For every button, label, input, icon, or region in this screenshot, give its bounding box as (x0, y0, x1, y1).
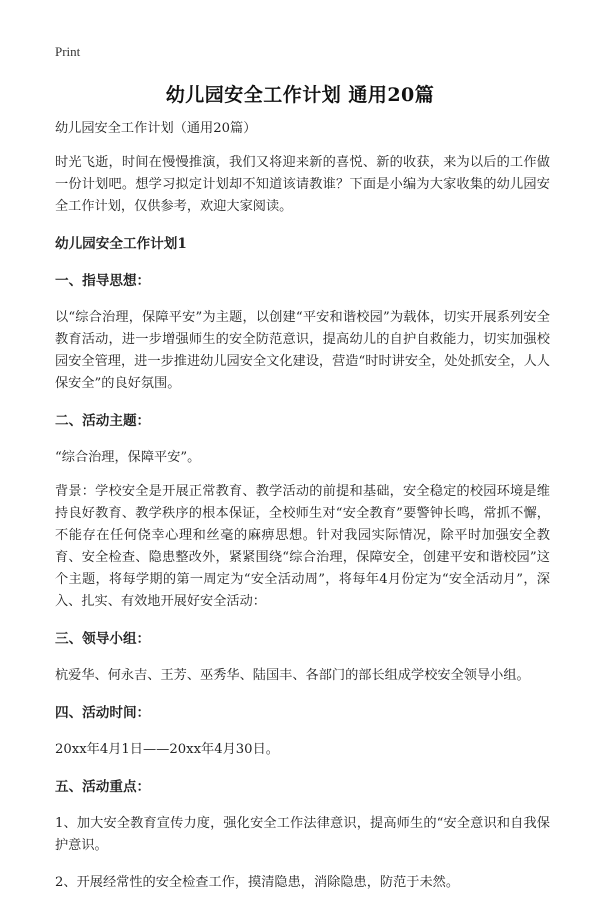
section-1-heading: 一、指导思想： (55, 273, 151, 289)
intro-paragraph: 时光飞逝，时间在慢慢推演，我们又将迎来新的喜悦、新的收获，来为以后的工作做一份计划吧。想学习拟定计划却不知道该请教谁？下面是小编为大家收集的幼儿园安全工作计划，仅供参考，欢迎大家阅读。 (55, 155, 550, 214)
document-subtitle: 幼儿园安全工作计划（通用20篇） (55, 121, 257, 136)
section-1-paragraph: 以“综合治理，保障平安”为主题，以创建“平安和谐校园”为载体，切实开展系列安全教育活动，进一步增强师生的安全防范意识，提高幼儿的自护自救能力，切实加强校园安全管理，进一步推进幼儿园安全文化建设，营造“时时讲安全，处处抓安全，人人保安全”的良好氛围。 (55, 310, 550, 391)
print-link[interactable]: Print (55, 44, 81, 59)
section-5-item-1: 1、加大安全教育宣传力度，强化安全工作法律意识，提高师生的“安全意识和自我保护意识。 (55, 816, 550, 853)
plan-1-title: 幼儿园安全工作计划1 (55, 236, 187, 252)
section-2-heading: 二、活动主题： (55, 413, 151, 429)
section-5-item-2: 2、开展经常性的安全检查工作，摸清隐患，消除隐患，防范于未然。 (55, 875, 460, 890)
section-5-heading: 五、活动重点： (55, 779, 151, 795)
document-body (55, 118, 550, 909)
section-2-theme: “综合治理，保障平安”。 (55, 450, 201, 465)
section-4-paragraph: 20xx年4月1日——20xx年4月30日。 (55, 742, 279, 757)
section-4-heading: 四、活动时间： (55, 705, 151, 721)
section-2-background: 背景：学校安全是开展正常教育、教学活动的前提和基础，安全稳定的校园环境是维持良好教育、教学秩序的根本保证，全校师生对“安全教育”要警钟长鸣，常抓不懈，不能存在任何侥幸心理和丝毫的麻痹思想。针对我园实际情况，除平时加强安全教育、安全检查、隐患整改外，紧紧围绕“综合治理，保障安全，创建平安和谐校园”这个主题，将每学期的第一周定为“安全活动周”，将每年4月份定为“安全活动月”，深入、扎实、有效地开展好安全活动： (55, 484, 550, 609)
section-3-paragraph: 杭爱华、何永吉、王芳、巫秀华、陆国丰、各部门的部长组成学校安全领导小组。 (55, 668, 530, 683)
document-title: 幼儿园安全工作计划 通用20篇 (165, 84, 435, 106)
section-3-heading: 三、领导小组： (55, 631, 151, 647)
